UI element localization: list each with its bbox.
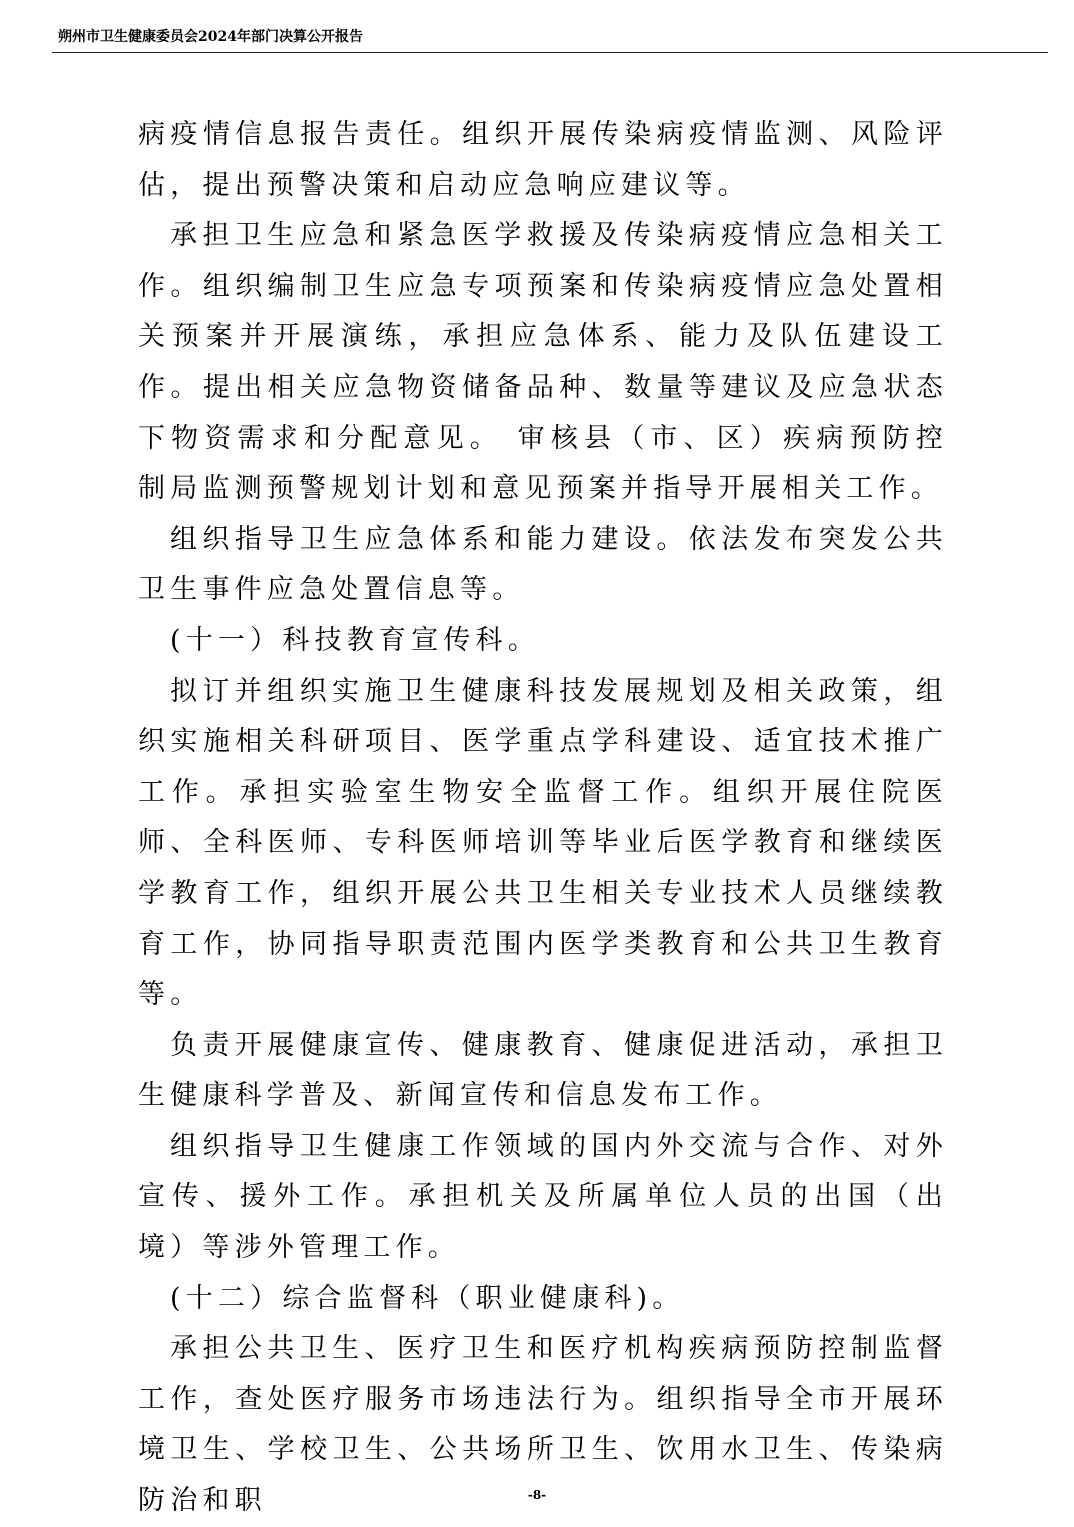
paragraph-emergency-response: 承担卫生应急和紧急医学救援及传染病疫情应急相关工作。组织编制卫生应急专项预案和传染病疫情应急处置相关预案并开展演练，承担应急体系、能力及队伍建设工作。提出相关应急物资储备品种、数量等建议及应急状态下物资需求和分配意见。 审核县（市、区）疾病预防控制局监测预警规划计划和意见预案并指导开展相关工作。 (138, 220, 948, 505)
paragraph-international-exchange: 组织指导卫生健康工作领域的国内外交流与合作、对外宣传、援外工作。承担机关及所属单位人员的出国（出境）等涉外管理工作。 (138, 1130, 948, 1264)
header-divider (52, 52, 1048, 53)
paragraph-emergency-system: 组织指导卫生应急体系和能力建设。依法发布突发公共卫生事件应急处置信息等。 (138, 523, 948, 606)
page-number: -8- (527, 1488, 547, 1502)
section-heading-12: (十二）综合监督科（职业健康科)。 (170, 1282, 685, 1314)
paragraph-continuation: 病疫情信息报告责任。组织开展传染病疫情监测、风险评估，提出预警决策和启动应急响应建议等。 (138, 119, 948, 201)
document-header-title: 朔州市卫生健康委员会2024年部门决算公开报告 (58, 29, 363, 45)
paragraph-supervision: 承担公共卫生、医疗卫生和医疗机构疾病预防控制监督工作，查处医疗服务市场违法行为。组织指导全市开展环境卫生、学校卫生、公共场所卫生、饮用水卫生、传染病防治和职 (138, 1333, 948, 1517)
paragraph-science-education: 拟订并组织实施卫生健康科技发展规划及相关政策，组织实施相关科研项目、医学重点学科建设、适宜技术推广工作。承担实验室生物安全监督工作。组织开展住院医师、全科医师、专科医师培训等毕业后医学教育和继续医学教育工作，组织开展公共卫生相关专业技术人员继续教育工作，协同指导职责范围内医学类教育和公共卫生教育等。 (138, 675, 948, 1011)
paragraph-health-promotion: 负责开展健康宣传、健康教育、健康促进活动，承担卫生健康科学普及、新闻宣传和信息发布工作。 (138, 1029, 948, 1112)
document-body (138, 110, 948, 1527)
section-heading-11: (十一）科技教育宣传科。 (170, 624, 540, 656)
